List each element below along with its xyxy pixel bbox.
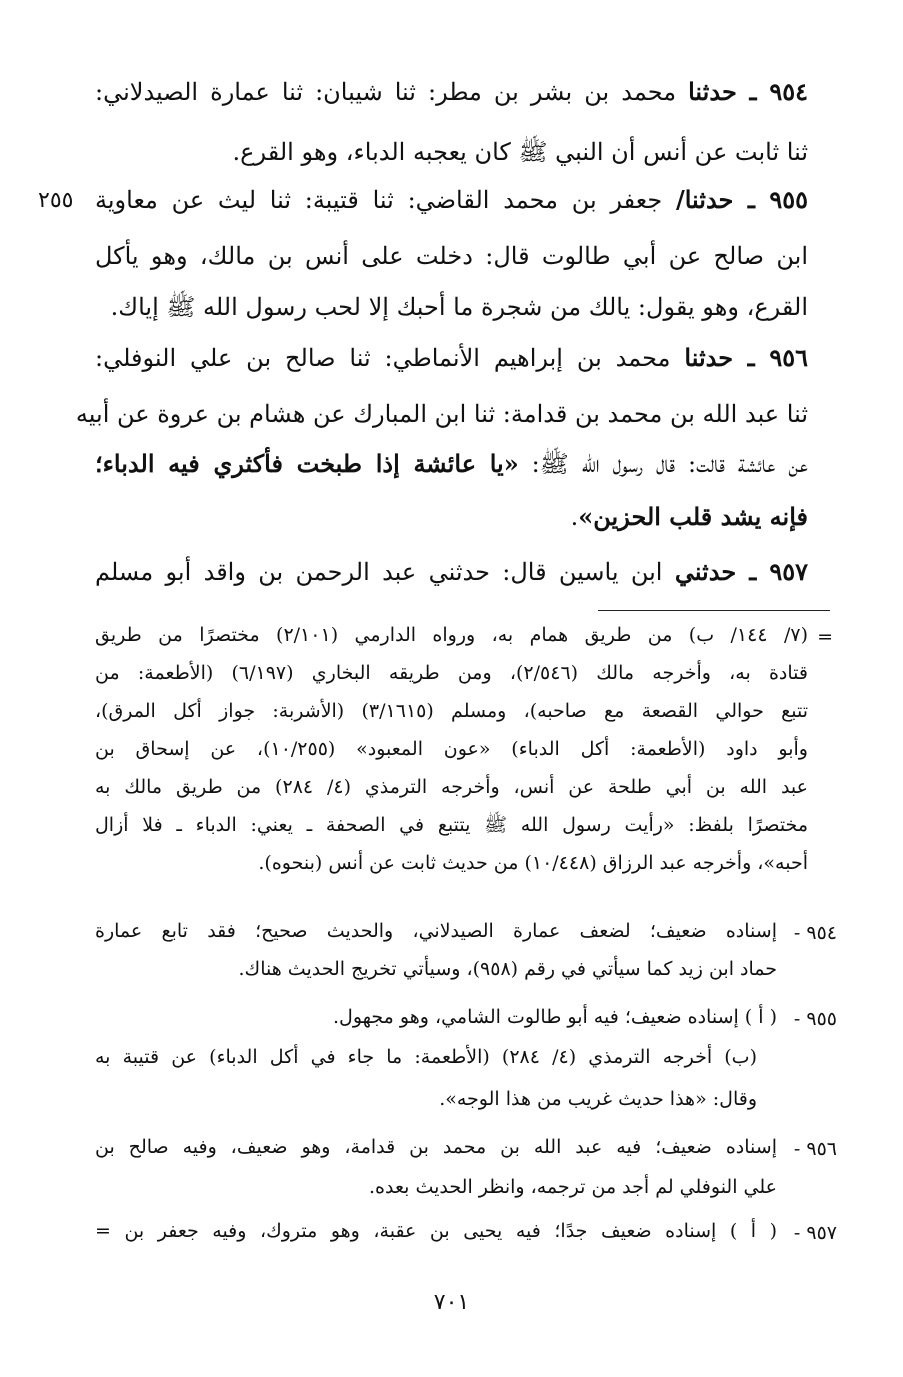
hadith-956-bold-text: فإنه يشد قلب الحزين» bbox=[578, 502, 808, 531]
hadith-956-bold-text: «يا عائشة إذا طبخت فأكثري فيه الدباء؛ bbox=[95, 449, 519, 478]
footnote-separator bbox=[598, 610, 830, 611]
footnote-line: قتادة به، وأخرجه مالك (٢/٥٤٦)، ومن طريقه البخاري (٦/١٩٧) (الأطعمة: من bbox=[95, 662, 808, 684]
hadith-957-bold-text: ٩٥٧ ـ حدثني bbox=[674, 557, 808, 586]
footnote-line: أحبه»، وأخرجه عبد الرزاق (١٠/٤٤٨) من حديث ثابت عن أنس (بنحوه). bbox=[258, 852, 808, 874]
hadith-955-line bbox=[95, 185, 808, 214]
footnote-line: عبد الله بن أبي طلحة عن أنس، وأخرجه الترمذي (٤/ ٢٨٤) من طريق مالك به bbox=[95, 776, 808, 798]
hadith-954-text: محمد بن بشر بن مطر: ثنا شيبان: ثنا عمارة الصيدلاني: bbox=[95, 78, 689, 106]
footnote-number: ٩٥٥ - bbox=[793, 1008, 837, 1030]
hadith-956-line bbox=[95, 449, 809, 478]
footnote-number: ٩٥٦ - bbox=[793, 1138, 837, 1160]
hadith-956-bold-text: ٩٥٦ ـ حدثنا bbox=[684, 343, 808, 372]
footnote-line: ( أ ) إسناده ضعيف؛ فيه أبو طالوت الشامي، وهو مجهول. bbox=[333, 1006, 777, 1028]
hadith-956-text: . bbox=[570, 503, 579, 531]
hadith-957-text: ابن ياسين قال: حدثني عبد الرحمن بن واقد أبو مسلم bbox=[95, 558, 675, 586]
hadith-956-line bbox=[570, 502, 808, 531]
hadith-955-text: جعفر بن محمد القاضي: ثنا قتيبة: ثنا ليث عن معاوية bbox=[95, 186, 676, 214]
footnote-line: (ب) أخرجه الترمذي (٤/ ٢٨٤) (الأطعمة: ما جاء في أكل الدباء) عن قتيبة به bbox=[95, 1046, 757, 1068]
hadith-956-text: محمد بن إبراهيم الأنماطي: ثنا صالح بن علي النوفلي: bbox=[95, 344, 685, 372]
hadith-956-text: عن عائشة قالت: قال رسول الله ﷺ: bbox=[518, 450, 809, 478]
footnote-line: علي النوفلي لم أجد من ترجمه، وانظر الحديث بعده. bbox=[369, 1176, 777, 1198]
footnote-number: ٩٥٧ - bbox=[793, 1222, 837, 1244]
footnote-line: حماد ابن زيد كما سيأتي في رقم (٩٥٨)، وسيأتي تخريج الحديث هناك. bbox=[238, 958, 777, 980]
hadith-957-line bbox=[95, 557, 808, 586]
hadith-956-text: ثنا عبد الله بن محمد بن قدامة: ثنا ابن المبارك عن هشام بن عروة عن أبيه bbox=[75, 400, 808, 428]
hadith-955-text: القرع، وهو يقول: يالك من شجرة ما أحبك إلا لحب رسول الله ﷺ إياك. bbox=[110, 293, 808, 321]
footnote-line: إسناده ضعيف؛ فيه عبد الله بن محمد بن قدامة، وهو ضعيف، وفيه صالح بن bbox=[95, 1136, 777, 1158]
page-number: ٧٠١ bbox=[433, 1290, 470, 1315]
footnote-line: إسناده ضعيف؛ لضعف عمارة الصيدلاني، والحديث صحيح؛ فقد تابع عمارة bbox=[95, 920, 777, 942]
footnote-number: = bbox=[817, 626, 833, 648]
hadith-955-line bbox=[95, 244, 808, 268]
footnote-line: (٧/ ١٤٤/ ب) من طريق همام به، ورواه الدارمي (٢/١٠١) مختصرًا من طريق bbox=[95, 624, 809, 646]
hadith-954-bold-text: ٩٥٤ ـ حدثنا bbox=[688, 77, 808, 106]
footnote-line: تتبع حوالي القصعة مع صاحبه)، ومسلم (٣/١٦١٥) (الأشربة: جواز أكل المرق)، bbox=[95, 700, 808, 722]
hadith-956-line bbox=[95, 343, 808, 372]
hadith-955-text: ابن صالح عن أبي طالوت قال: دخلت على أنس بن مالك، وهو يأكل bbox=[95, 242, 808, 270]
footnote-line: وأبو داود (الأطعمة: أكل الدباء) «عون المعبود» (١٠/٢٥٥)، عن إسحاق بن bbox=[95, 738, 808, 760]
hadith-955-bold-text: ٩٥٥ ـ حدثنا/ bbox=[675, 185, 808, 214]
hadith-954-text: ثنا ثابت عن أنس أن النبي ﷺ كان يعجبه الدباء، وهو القرع. bbox=[232, 138, 808, 166]
hadith-956-line bbox=[75, 400, 808, 428]
hadith-955-line bbox=[110, 293, 808, 321]
footnote-line: ( أ ) إسناده ضعيف جدًا؛ فيه يحيى بن عقبة، وهو متروك، وفيه جعفر بن = bbox=[95, 1220, 777, 1242]
margin-page-number: ٢٥٥ bbox=[38, 188, 74, 213]
footnote-number: ٩٥٤ - bbox=[793, 922, 837, 944]
hadith-954-line bbox=[95, 77, 808, 106]
footnote-line: مختصرًا بلفظ: «رأيت رسول الله ﷺ يتتبع في الصحفة ـ يعني: الدباء ـ فلا أزال bbox=[95, 814, 808, 836]
hadith-954-line bbox=[95, 140, 808, 164]
footnote-line: وقال: «هذا حديث غريب من هذا الوجه». bbox=[439, 1088, 757, 1110]
